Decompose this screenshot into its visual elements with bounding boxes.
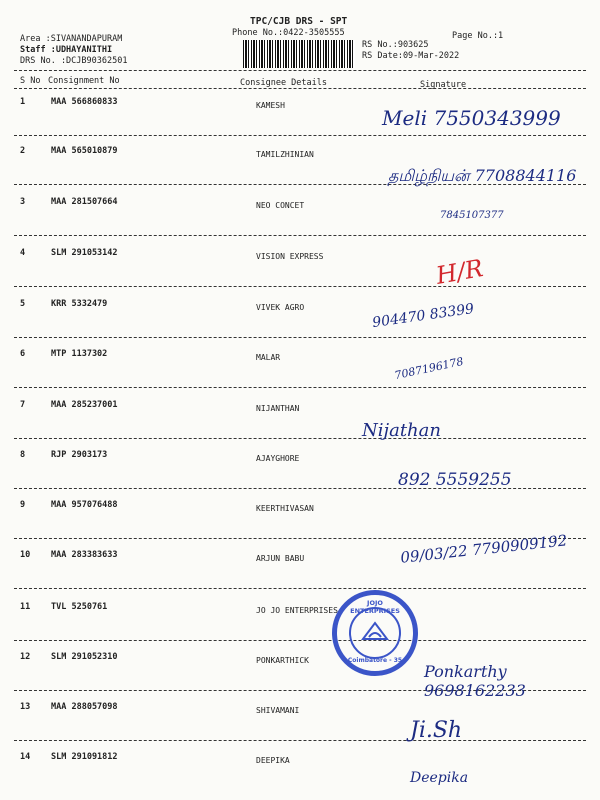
row-divider <box>14 286 586 287</box>
row-consignee: NEO CONCET <box>256 201 305 210</box>
row-sno: 8 <box>20 450 26 460</box>
row-divider <box>14 387 586 388</box>
signature-5: 904470 83399 <box>371 300 476 332</box>
row-consignee: AJAYGHORE <box>256 454 300 463</box>
row-divider <box>14 640 586 641</box>
column-consignment: Consignment No <box>48 76 120 86</box>
row-sno: 6 <box>20 349 26 359</box>
company-stamp <box>332 590 418 676</box>
row-consignee: VISION EXPRESS <box>256 252 324 261</box>
column-signature: Signature <box>420 80 467 90</box>
row-consignee: ARJUN BABU <box>256 554 305 563</box>
row-divider <box>14 438 586 439</box>
signature-13: Ji.Sh <box>410 718 463 743</box>
staff-field: Staff :UDHAYANITHI <box>20 45 113 55</box>
row-sno: 9 <box>20 500 26 510</box>
area-field: Area :SIVANANDAPURAM <box>20 34 123 44</box>
stamp-bottom-text: Coimbatore - 35 <box>347 657 403 664</box>
drs-number: DRS No. :DCJB90362501 <box>20 56 128 66</box>
row-consignee: DEEPIKA <box>256 756 290 765</box>
page-number: Page No.:1 <box>452 31 504 41</box>
row-consignment: SLM 291053142 <box>51 248 118 258</box>
row-sno: 10 <box>20 550 31 560</box>
row-consignment: MAA 957076488 <box>51 500 118 510</box>
row-consignee: TAMILZHINIAN <box>256 150 314 159</box>
row-consignee: NIJANTHAN <box>256 404 300 413</box>
row-consignee: PONKARTHICK <box>256 656 309 665</box>
row-sno: 14 <box>20 752 31 762</box>
document-title: TPC/CJB DRS - SPT <box>250 16 348 27</box>
row-sno: 3 <box>20 197 26 207</box>
row-consignment: MAA 566860833 <box>51 97 118 107</box>
row-consignment: RJP 2903173 <box>51 450 108 460</box>
row-sno: 5 <box>20 299 26 309</box>
signature-3: 7845107377 <box>440 210 504 221</box>
signature-1: Meli 7550343999 <box>382 106 561 130</box>
stamp-emblem-icon <box>359 619 391 647</box>
stamp-top-text: JOJO ENTERPRISES <box>350 599 400 615</box>
row-consignment: SLM 291091812 <box>51 752 118 762</box>
row-sno: 1 <box>20 97 26 107</box>
row-consignment: KRR 5332479 <box>51 299 108 309</box>
row-divider <box>14 588 586 589</box>
signature-2: தமிழ்நியன் 7708844116 <box>388 166 577 185</box>
row-divider <box>14 740 586 741</box>
header-divider <box>14 70 586 71</box>
signature-14: Deepika <box>410 770 469 786</box>
row-divider <box>14 135 586 136</box>
row-consignee: KEERTHIVASAN <box>256 504 314 513</box>
phone-number: Phone No.:0422-3505555 <box>232 28 345 38</box>
rs-date: RS Date:09-Mar-2022 <box>362 51 460 61</box>
row-consignment: MAA 285237001 <box>51 400 118 410</box>
row-divider <box>14 235 586 236</box>
row-sno: 11 <box>20 602 31 612</box>
row-consignee: SHIVAMANI <box>256 706 300 715</box>
column-divider <box>14 88 586 89</box>
row-consignee: JO JO ENTERPRISES <box>256 606 338 615</box>
row-sno: 4 <box>20 248 26 258</box>
signature-6: 7087196178 <box>393 354 465 383</box>
row-sno: 12 <box>20 652 31 662</box>
row-consignment: SLM 291052310 <box>51 652 118 662</box>
row-sno: 13 <box>20 702 31 712</box>
row-consignment: MAA 283383633 <box>51 550 118 560</box>
column-sno: S No <box>20 76 41 86</box>
signature-10: 09/03/22 7790909192 <box>399 531 569 567</box>
column-consignee: Consignee Details <box>240 78 327 88</box>
row-sno: 7 <box>20 400 26 410</box>
row-consignment: MAA 281507664 <box>51 197 118 207</box>
row-consignment: MAA 565010879 <box>51 146 118 156</box>
row-divider <box>14 337 586 338</box>
row-consignee: KAMESH <box>256 101 285 110</box>
row-consignment: MTP 1137302 <box>51 349 108 359</box>
signature-12: Ponkarthy 9698162233 <box>424 662 526 700</box>
row-consignee: MALAR <box>256 353 281 362</box>
signature-4: H/R <box>433 254 486 290</box>
row-consignee: VIVEK AGRO <box>256 303 305 312</box>
barcode <box>243 40 355 68</box>
row-sno: 2 <box>20 146 26 156</box>
row-consignment: TVL 5250761 <box>51 602 108 612</box>
rs-number: RS No.:903625 <box>362 40 429 50</box>
signature-7: Nijathan <box>362 420 441 441</box>
row-consignment: MAA 288057098 <box>51 702 118 712</box>
signature-8: 892 5559255 <box>398 470 512 490</box>
